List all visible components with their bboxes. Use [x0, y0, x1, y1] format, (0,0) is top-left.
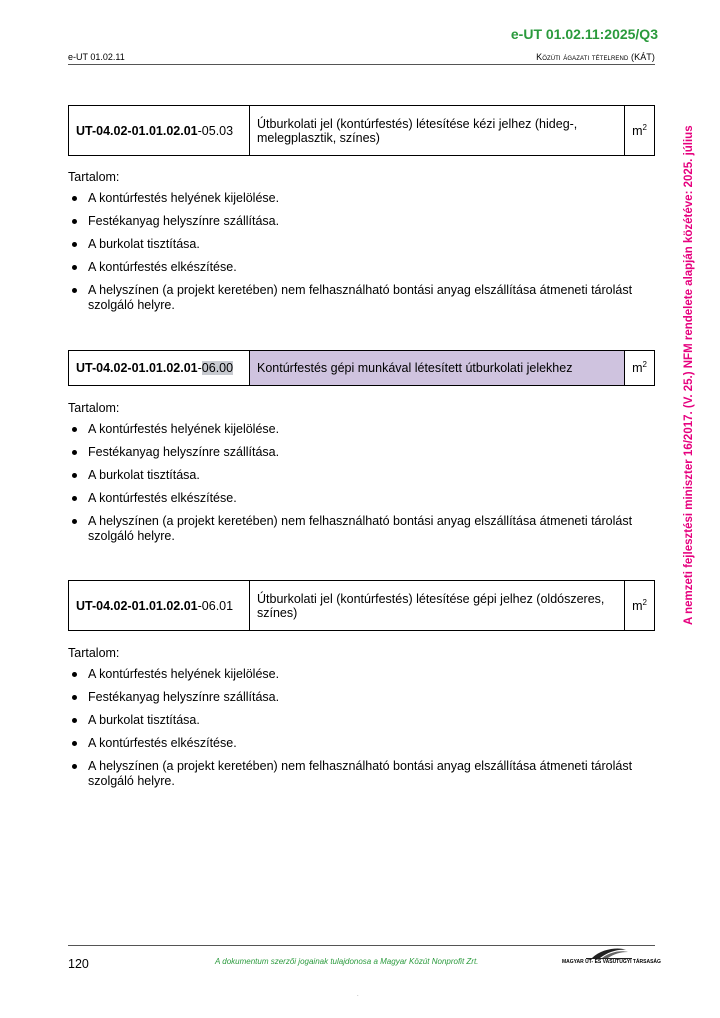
item-content-2	[68, 401, 655, 552]
item-table-1	[68, 105, 655, 156]
item-code-bold: UT-04.02-01.01.02.01	[76, 361, 198, 375]
item-code-cell	[69, 581, 250, 631]
item-code-dash: -	[197, 361, 202, 375]
item-code-bold: UT-04.02-01.01.02.01	[76, 598, 198, 613]
unit-base: m	[632, 599, 643, 614]
list-item: A kontúrfestés helyének kijelölése.	[88, 422, 655, 437]
content-label: Tartalom:	[68, 646, 120, 660]
list-item: Festékanyag helyszínre szállítása.	[88, 214, 655, 229]
list-item: Festékanyag helyszínre szállítása.	[88, 445, 655, 460]
footer-logo-text: MAGYAR ÚT- ÉS VASÚTÜGYI TÁRSASÁG	[562, 959, 661, 965]
footer-logo	[562, 946, 661, 970]
item-unit	[625, 351, 655, 386]
unit-base: m	[632, 124, 643, 139]
list-item: A kontúrfestés elkészítése.	[88, 491, 655, 506]
item-table-2	[68, 350, 655, 386]
item-code-suffix: -06.01	[197, 598, 234, 613]
side-publication-note: A nemzeti fejlesztési miniszter 16/2017. (V. 25.) NFM rendelete alapján közétéve: 2025. július	[683, 125, 695, 625]
list-item: A helyszínen (a projekt keretében) nem felhasználható bontási anyag elszállítása átmeneti tárolást szolgáló helyre.	[88, 283, 655, 313]
list-item: A burkolat tisztítása.	[88, 713, 655, 728]
list-item: A helyszínen (a projekt keretében) nem felhasználható bontási anyag elszállítása átmeneti tárolást szolgáló helyre.	[88, 759, 655, 789]
header-left: e-UT 01.02.11	[68, 52, 125, 62]
item-code-cell	[69, 351, 250, 386]
unit-exponent: 2	[642, 360, 647, 370]
content-label: Tartalom:	[68, 401, 120, 415]
mavut-logo-icon	[562, 946, 654, 960]
item-title: Útburkolati jel (kontúrfestés) létesítése gépi jelhez (oldószeres, színes)	[250, 581, 625, 631]
list-item: A kontúrfestés elkészítése.	[88, 736, 655, 751]
content-label: Tartalom:	[68, 170, 120, 184]
unit-exponent: 2	[642, 122, 647, 132]
list-item: A kontúrfestés elkészítése.	[88, 260, 655, 275]
copyright-note: A dokumentum szerzői jogainak tulajdonosa a Magyar Közút Nonprofit Zrt.	[215, 957, 479, 966]
page-number: 120	[68, 957, 89, 971]
header-right: Közúti ágazati tételrend (KÁT)	[536, 52, 655, 62]
item-code-cell	[69, 106, 250, 156]
item-code-suffix-highlighted: 06.00	[201, 361, 234, 375]
item-content-3	[68, 646, 655, 797]
content-list	[68, 422, 655, 544]
item-title: Kontúrfestés gépi munkával létesített útburkolati jelekhez	[250, 351, 625, 386]
list-item: A kontúrfestés helyének kijelölése.	[88, 191, 655, 206]
list-item: A burkolat tisztítása.	[88, 468, 655, 483]
list-item: A burkolat tisztítása.	[88, 237, 655, 252]
content-list	[68, 191, 655, 313]
list-item: A helyszínen (a projekt keretében) nem felhasználható bontási anyag elszállítása átmeneti tárolást szolgáló helyre.	[88, 514, 655, 544]
item-unit	[625, 581, 655, 631]
item-title: Útburkolati jel (kontúrfestés) létesítése kézi jelhez (hideg-, melegplasztik, színes)	[250, 106, 625, 156]
list-item: Festékanyag helyszínre szállítása.	[88, 690, 655, 705]
content-list	[68, 667, 655, 789]
item-code-bold: UT-04.02-01.01.02.01	[76, 123, 198, 138]
unit-base: m	[632, 361, 643, 376]
item-code-suffix: -05.03	[197, 123, 234, 138]
unit-exponent: 2	[642, 597, 647, 607]
list-item: A kontúrfestés helyének kijelölése.	[88, 667, 655, 682]
item-unit	[625, 106, 655, 156]
header-divider	[68, 64, 655, 65]
document-code: e-UT 01.02.11:2025/Q3	[510, 26, 658, 42]
item-table-3	[68, 580, 655, 631]
item-content-1	[68, 170, 655, 321]
center-mark: .	[357, 992, 359, 998]
